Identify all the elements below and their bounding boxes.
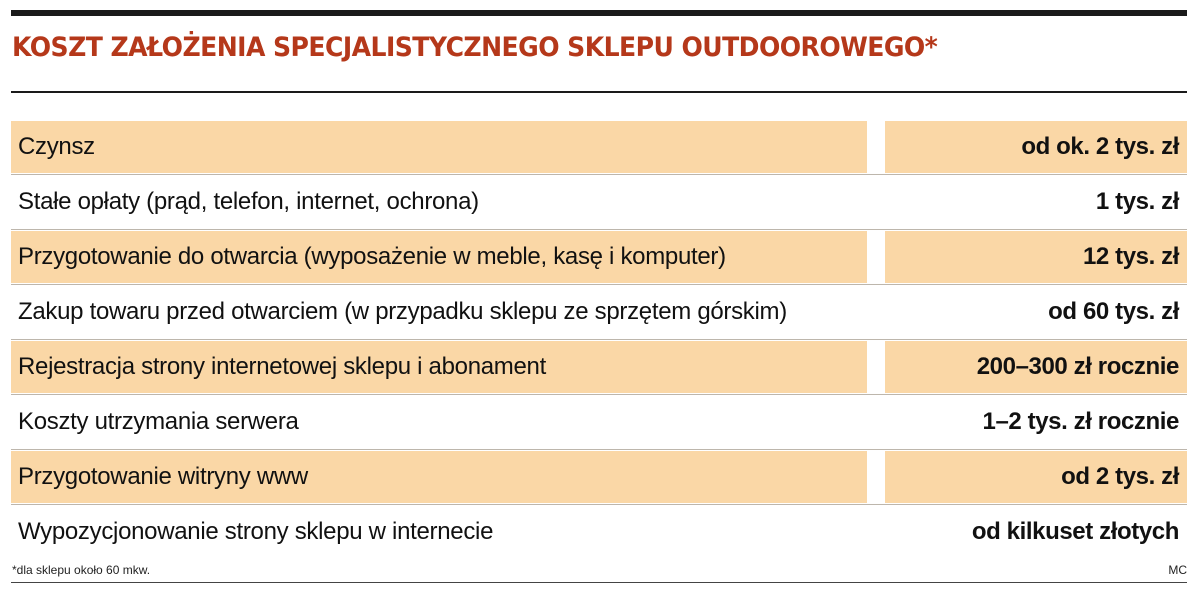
row-label: Przygotowanie witryny www	[11, 451, 867, 503]
table-row	[11, 395, 1187, 449]
row-value: 1–2 tys. zł rocznie	[982, 408, 1179, 435]
top-rule	[11, 10, 1187, 16]
table-row	[11, 120, 1187, 174]
row-label: Stałe opłaty (prąd, telefon, internet, ochrona)	[18, 188, 479, 215]
row-value: 200–300 zł rocznie	[885, 341, 1187, 393]
bottom-rule	[11, 582, 1187, 583]
title-rule	[11, 91, 1187, 93]
row-value: od kilkuset złotych	[971, 518, 1179, 545]
row-label: Czynsz	[11, 121, 867, 173]
row-label: Zakup towaru przed otwarciem (w przypadku sklepu ze sprzętem górskim)	[18, 298, 787, 325]
table-row	[11, 230, 1187, 284]
row-value: 1 tys. zł	[1095, 188, 1179, 215]
table-row	[11, 340, 1187, 394]
table-row	[11, 505, 1187, 559]
row-value: 12 tys. zł	[885, 231, 1187, 283]
row-label: Wypozycjonowanie strony sklepu w internecie	[18, 518, 494, 545]
row-label: Koszty utrzymania serwera	[18, 408, 299, 435]
table-title: KOSZT ZAŁOŻENIA SPECJALISTYCZNEGO SKLEPU OUTDOOROWEGO*	[12, 32, 938, 63]
table-row	[11, 285, 1187, 339]
row-value: od 60 tys. zł	[1048, 298, 1179, 325]
cost-table	[11, 120, 1187, 559]
row-value: od 2 tys. zł	[885, 451, 1187, 503]
row-value: od ok. 2 tys. zł	[885, 121, 1187, 173]
row-label: Przygotowanie do otwarcia (wyposażenie w meble, kasę i komputer)	[11, 231, 867, 283]
table-row	[11, 450, 1187, 504]
table-row	[11, 175, 1187, 229]
source-credit: MC	[1168, 563, 1187, 577]
row-label: Rejestracja strony internetowej sklepu i abonament	[11, 341, 867, 393]
footnote: *dla sklepu około 60 mkw.	[12, 563, 151, 577]
